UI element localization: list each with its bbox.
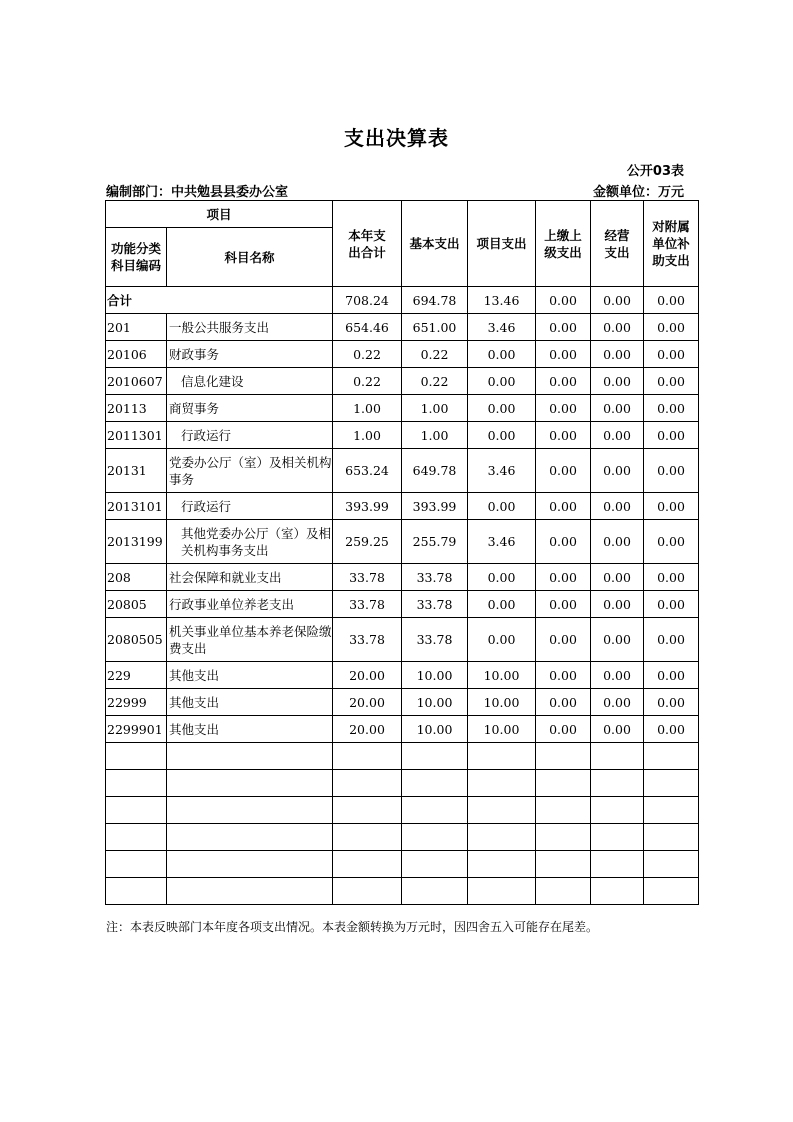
empty-cell xyxy=(333,743,402,770)
amount-cell: 0.00 xyxy=(536,341,591,368)
amount-cell: 0.00 xyxy=(468,618,536,662)
amount-cell: 0.00 xyxy=(644,618,699,662)
header-func-code xyxy=(106,228,167,287)
amount-cell: 0.00 xyxy=(591,716,644,743)
header-basic: 基本支出 xyxy=(402,201,468,287)
unit-label: 金额单位：万元 xyxy=(592,185,684,200)
empty-cell xyxy=(402,797,468,824)
empty-cell xyxy=(402,770,468,797)
empty-cell xyxy=(333,824,402,851)
subject-name-cell: 其他党委办公厅（室）及相关机构事务支出 xyxy=(167,520,333,564)
amount-cell: 393.99 xyxy=(402,493,468,520)
subject-name-cell: 其他支出 xyxy=(167,716,333,743)
subject-name-cell: 行政事业单位养老支出 xyxy=(167,591,333,618)
header-upper-text: 上缴上级支出 xyxy=(544,227,582,260)
header-subject-name: 科目名称 xyxy=(167,228,333,287)
total-value: 708.24 xyxy=(333,287,402,314)
empty-cell xyxy=(591,851,644,878)
amount-cell: 0.00 xyxy=(644,520,699,564)
amount-cell: 0.00 xyxy=(536,564,591,591)
empty-cell xyxy=(644,743,699,770)
amount-cell: 0.00 xyxy=(591,618,644,662)
amount-cell: 393.99 xyxy=(333,493,402,520)
department-label: 编制部门：中共勉县县委办公室 xyxy=(106,185,289,200)
total-value: 694.78 xyxy=(402,287,468,314)
amount-cell: 20.00 xyxy=(333,662,402,689)
amount-cell: 0.00 xyxy=(591,564,644,591)
amount-cell: 33.78 xyxy=(402,591,468,618)
empty-cell xyxy=(402,743,468,770)
empty-cell xyxy=(167,770,333,797)
total-value: 0.00 xyxy=(591,287,644,314)
amount-cell: 0.00 xyxy=(468,341,536,368)
amount-cell: 0.00 xyxy=(468,368,536,395)
amount-cell: 0.00 xyxy=(536,689,591,716)
empty-cell xyxy=(591,770,644,797)
amount-cell: 0.00 xyxy=(536,520,591,564)
table-row xyxy=(106,368,699,395)
amount-cell: 0.00 xyxy=(536,368,591,395)
amount-cell: 651.00 xyxy=(402,314,468,341)
empty-cell xyxy=(333,878,402,905)
amount-cell: 0.00 xyxy=(644,689,699,716)
subject-name-cell: 商贸事务 xyxy=(167,395,333,422)
empty-cell xyxy=(644,824,699,851)
empty-cell xyxy=(167,743,333,770)
amount-cell: 10.00 xyxy=(402,662,468,689)
header-total xyxy=(333,201,402,287)
amount-cell: 3.46 xyxy=(468,520,536,564)
empty-cell xyxy=(167,797,333,824)
function-code-cell: 2010607 xyxy=(106,368,167,395)
header-total-text: 本年支出合计 xyxy=(348,227,386,260)
function-code-cell: 2299901 xyxy=(106,716,167,743)
amount-cell: 10.00 xyxy=(402,716,468,743)
expenditure-table xyxy=(105,200,699,905)
subject-name-cell: 机关事业单位基本养老保险缴费支出 xyxy=(167,618,333,662)
header-business-text: 经营支出 xyxy=(604,227,630,260)
amount-cell: 0.00 xyxy=(536,449,591,493)
amount-cell: 3.46 xyxy=(468,449,536,493)
table-row xyxy=(106,716,699,743)
amount-cell: 259.25 xyxy=(333,520,402,564)
amount-cell: 0.00 xyxy=(591,368,644,395)
amount-cell: 1.00 xyxy=(402,422,468,449)
subject-name-cell: 党委办公厅（室）及相关机构事务 xyxy=(167,449,333,493)
amount-cell: 33.78 xyxy=(333,618,402,662)
amount-cell: 0.00 xyxy=(468,591,536,618)
function-code-cell: 229 xyxy=(106,662,167,689)
total-row xyxy=(106,287,699,314)
header-func-code-text: 功能分类科目编码 xyxy=(111,241,162,273)
header-item: 项目 xyxy=(106,201,333,228)
amount-cell: 33.78 xyxy=(333,564,402,591)
amount-cell: 0.00 xyxy=(591,493,644,520)
empty-cell xyxy=(402,851,468,878)
empty-cell xyxy=(333,797,402,824)
empty-cell xyxy=(536,743,591,770)
header-project: 项目支出 xyxy=(468,201,536,287)
amount-cell: 0.00 xyxy=(468,422,536,449)
subject-name-cell: 行政运行 xyxy=(167,422,333,449)
amount-cell: 0.00 xyxy=(591,689,644,716)
amount-cell: 33.78 xyxy=(402,618,468,662)
amount-cell: 10.00 xyxy=(402,689,468,716)
amount-cell: 0.00 xyxy=(536,716,591,743)
function-code-cell: 2080505 xyxy=(106,618,167,662)
table-row xyxy=(106,449,699,493)
empty-cell xyxy=(402,824,468,851)
empty-row xyxy=(106,851,699,878)
page-title: 支出决算表 xyxy=(344,126,449,150)
amount-cell: 20.00 xyxy=(333,689,402,716)
subject-name-cell: 其他支出 xyxy=(167,689,333,716)
empty-cell xyxy=(644,878,699,905)
table-row xyxy=(106,618,699,662)
subject-name-cell: 社会保障和就业支出 xyxy=(167,564,333,591)
amount-cell: 0.00 xyxy=(536,618,591,662)
amount-cell: 1.00 xyxy=(333,422,402,449)
header-upper xyxy=(536,201,591,287)
table-row xyxy=(106,662,699,689)
amount-cell: 0.00 xyxy=(591,591,644,618)
amount-cell: 0.00 xyxy=(644,449,699,493)
amount-cell: 10.00 xyxy=(468,689,536,716)
subject-name-cell: 财政事务 xyxy=(167,341,333,368)
table-row xyxy=(106,564,699,591)
table-row xyxy=(106,341,699,368)
amount-cell: 0.00 xyxy=(536,662,591,689)
empty-cell xyxy=(536,770,591,797)
total-value: 13.46 xyxy=(468,287,536,314)
amount-cell: 1.00 xyxy=(333,395,402,422)
function-code-cell: 2011301 xyxy=(106,422,167,449)
empty-row xyxy=(106,770,699,797)
empty-cell xyxy=(106,743,167,770)
total-label: 合计 xyxy=(106,287,333,314)
empty-cell xyxy=(468,770,536,797)
amount-cell: 3.46 xyxy=(468,314,536,341)
amount-cell: 0.00 xyxy=(644,493,699,520)
amount-cell: 10.00 xyxy=(468,662,536,689)
amount-cell: 0.00 xyxy=(644,564,699,591)
amount-cell: 1.00 xyxy=(402,395,468,422)
amount-cell: 10.00 xyxy=(468,716,536,743)
empty-cell xyxy=(106,878,167,905)
empty-cell xyxy=(591,797,644,824)
empty-cell xyxy=(644,797,699,824)
empty-cell xyxy=(106,797,167,824)
header-business xyxy=(591,201,644,287)
amount-cell: 0.22 xyxy=(402,368,468,395)
function-code-cell: 2013199 xyxy=(106,520,167,564)
table-row xyxy=(106,314,699,341)
amount-cell: 649.78 xyxy=(402,449,468,493)
amount-cell: 654.46 xyxy=(333,314,402,341)
header-subsidy xyxy=(644,201,699,287)
empty-cell xyxy=(167,851,333,878)
amount-cell: 0.00 xyxy=(591,662,644,689)
footnote: 注：本表反映部门本年度各项支出情况。本表金额转换为万元时，因四舍五入可能存在尾差。 xyxy=(106,920,599,934)
header-subsidy-text: 对附属单位补助支出 xyxy=(652,219,690,268)
function-code-cell: 20106 xyxy=(106,341,167,368)
empty-row xyxy=(106,797,699,824)
table-row xyxy=(106,591,699,618)
total-value: 0.00 xyxy=(536,287,591,314)
amount-cell: 20.00 xyxy=(333,716,402,743)
function-code-cell: 201 xyxy=(106,314,167,341)
subject-name-cell: 一般公共服务支出 xyxy=(167,314,333,341)
empty-cell xyxy=(106,770,167,797)
amount-cell: 0.00 xyxy=(644,716,699,743)
subject-name-cell: 行政运行 xyxy=(167,493,333,520)
function-code-cell: 22999 xyxy=(106,689,167,716)
amount-cell: 0.00 xyxy=(591,520,644,564)
empty-row xyxy=(106,878,699,905)
form-number: 公开03表 xyxy=(626,164,684,179)
amount-cell: 0.22 xyxy=(333,368,402,395)
table-row xyxy=(106,689,699,716)
empty-cell xyxy=(591,878,644,905)
amount-cell: 0.00 xyxy=(536,395,591,422)
table-row xyxy=(106,422,699,449)
function-code-cell: 2013101 xyxy=(106,493,167,520)
amount-cell: 0.00 xyxy=(591,314,644,341)
amount-cell: 0.00 xyxy=(644,368,699,395)
amount-cell: 0.00 xyxy=(468,493,536,520)
amount-cell: 0.00 xyxy=(644,395,699,422)
amount-cell: 0.00 xyxy=(591,449,644,493)
empty-cell xyxy=(468,824,536,851)
empty-row xyxy=(106,824,699,851)
amount-cell: 0.00 xyxy=(591,395,644,422)
empty-cell xyxy=(167,824,333,851)
amount-cell: 255.79 xyxy=(402,520,468,564)
amount-cell: 0.00 xyxy=(468,564,536,591)
amount-cell: 0.00 xyxy=(536,422,591,449)
amount-cell: 33.78 xyxy=(402,564,468,591)
empty-cell xyxy=(536,824,591,851)
empty-cell xyxy=(536,878,591,905)
empty-cell xyxy=(644,851,699,878)
empty-row xyxy=(106,743,699,770)
amount-cell: 0.00 xyxy=(591,341,644,368)
empty-cell xyxy=(591,743,644,770)
amount-cell: 0.00 xyxy=(536,314,591,341)
empty-cell xyxy=(106,851,167,878)
amount-cell: 0.00 xyxy=(644,422,699,449)
table-row xyxy=(106,520,699,564)
amount-cell: 0.00 xyxy=(644,341,699,368)
amount-cell: 0.00 xyxy=(644,314,699,341)
amount-cell: 0.00 xyxy=(536,493,591,520)
empty-cell xyxy=(167,878,333,905)
amount-cell: 0.00 xyxy=(644,591,699,618)
empty-cell xyxy=(536,851,591,878)
amount-cell: 0.00 xyxy=(644,662,699,689)
empty-cell xyxy=(402,878,468,905)
amount-cell: 0.00 xyxy=(591,422,644,449)
amount-cell: 0.00 xyxy=(536,591,591,618)
amount-cell: 0.22 xyxy=(333,341,402,368)
table-row xyxy=(106,395,699,422)
empty-cell xyxy=(468,797,536,824)
total-value: 0.00 xyxy=(644,287,699,314)
empty-cell xyxy=(591,824,644,851)
subject-name-cell: 信息化建设 xyxy=(167,368,333,395)
function-code-cell: 20131 xyxy=(106,449,167,493)
table-row xyxy=(106,493,699,520)
empty-cell xyxy=(536,797,591,824)
amount-cell: 0.22 xyxy=(402,341,468,368)
empty-cell xyxy=(333,770,402,797)
empty-cell xyxy=(468,851,536,878)
empty-cell xyxy=(468,878,536,905)
amount-cell: 653.24 xyxy=(333,449,402,493)
amount-cell: 0.00 xyxy=(468,395,536,422)
empty-cell xyxy=(333,851,402,878)
function-code-cell: 20113 xyxy=(106,395,167,422)
subject-name-cell: 其他支出 xyxy=(167,662,333,689)
function-code-cell: 208 xyxy=(106,564,167,591)
function-code-cell: 20805 xyxy=(106,591,167,618)
empty-cell xyxy=(468,743,536,770)
empty-cell xyxy=(106,824,167,851)
amount-cell: 33.78 xyxy=(333,591,402,618)
empty-cell xyxy=(644,770,699,797)
